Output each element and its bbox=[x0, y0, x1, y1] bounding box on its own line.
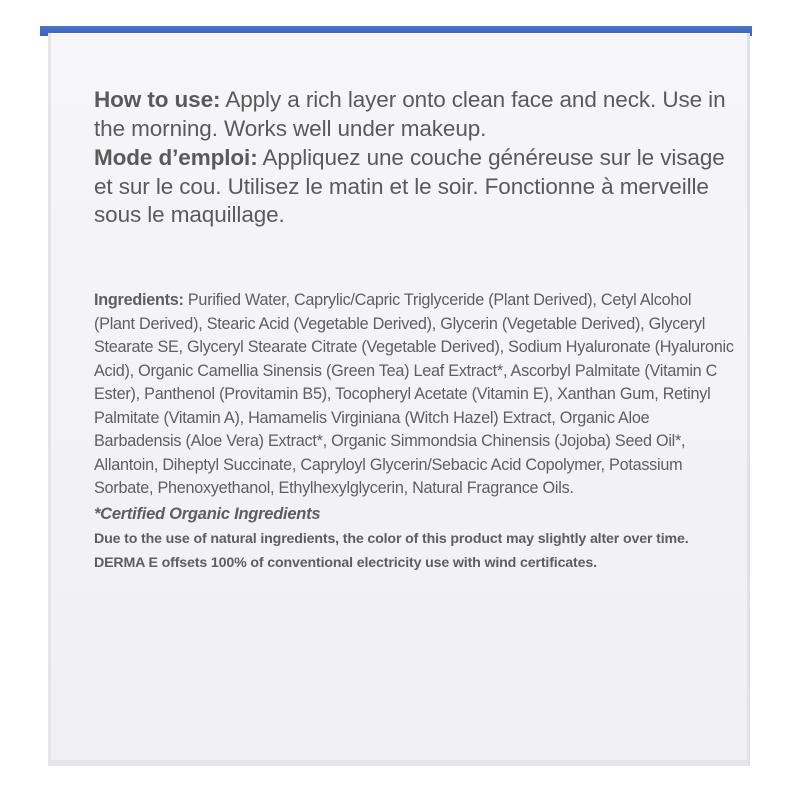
color-change-note: Due to the use of natural ingredients, the color of this product may slightly alter over time. bbox=[94, 531, 689, 547]
usage-instructions bbox=[94, 86, 734, 230]
how-to-use-label: How to use: bbox=[94, 87, 221, 112]
how-to-use-text: Apply a rich layer onto clean face and neck. Use in the morning. Works well under makeup. bbox=[94, 87, 726, 141]
ingredients-list: Purified Water, Caprylic/Capric Triglyceride (Plant Derived), Cetyl Alcohol (Plant Derived), Stearic Acid (Vegetable Derived), Glycerin (Vegetable Derived), Glyceryl Stearate SE, Glyceryl Stearate Citrate (Vegetable Derived), Sodium Hyaluronate (Hyaluronic Acid), Organic Camellia Sinensis (Green Tea) Leaf Extract*, Ascorbyl Palmitate (Vitamin C Ester), Panthenol (Provitamin B5), Tocopheryl Acetate (Vitamin E), Xanthan Gum, Retinyl Palmitate (Vitamin A), Hamamelis Virginiana (Witch Hazel) Extract, Organic Aloe Barbadensis (Aloe Vera) Extract*, Organic Simmondsia Chinensis (Jojoba) Seed Oil*, Allantoin, Diheptyl Succinate, Capryloyl Glycerin/Sebacic Acid Copolymer, Potassium Sorbate, Phenoxyethanol, Ethylhexylglycerin, Natural Fragrance Oils. bbox=[94, 291, 734, 497]
ingredients-section bbox=[94, 289, 734, 573]
mode-emploi-label: Mode d’emploi: bbox=[94, 145, 258, 170]
mode-emploi-paragraph bbox=[94, 144, 734, 230]
how-to-use-paragraph bbox=[94, 86, 734, 143]
ingredients-label: Ingredients: bbox=[94, 291, 184, 309]
wind-energy-note: DERMA E offsets 100% of conventional electricity use with wind certificates. bbox=[94, 554, 597, 571]
certified-organic-note: *Certified Organic Ingredients bbox=[94, 504, 321, 523]
mode-emploi-text: Appliquez une couche généreuse sur le visage et sur le cou. Utilisez le matin et le soir. Fonctionne à merveille sous le maquillage. bbox=[94, 145, 725, 227]
ingredients-paragraph bbox=[94, 289, 734, 501]
